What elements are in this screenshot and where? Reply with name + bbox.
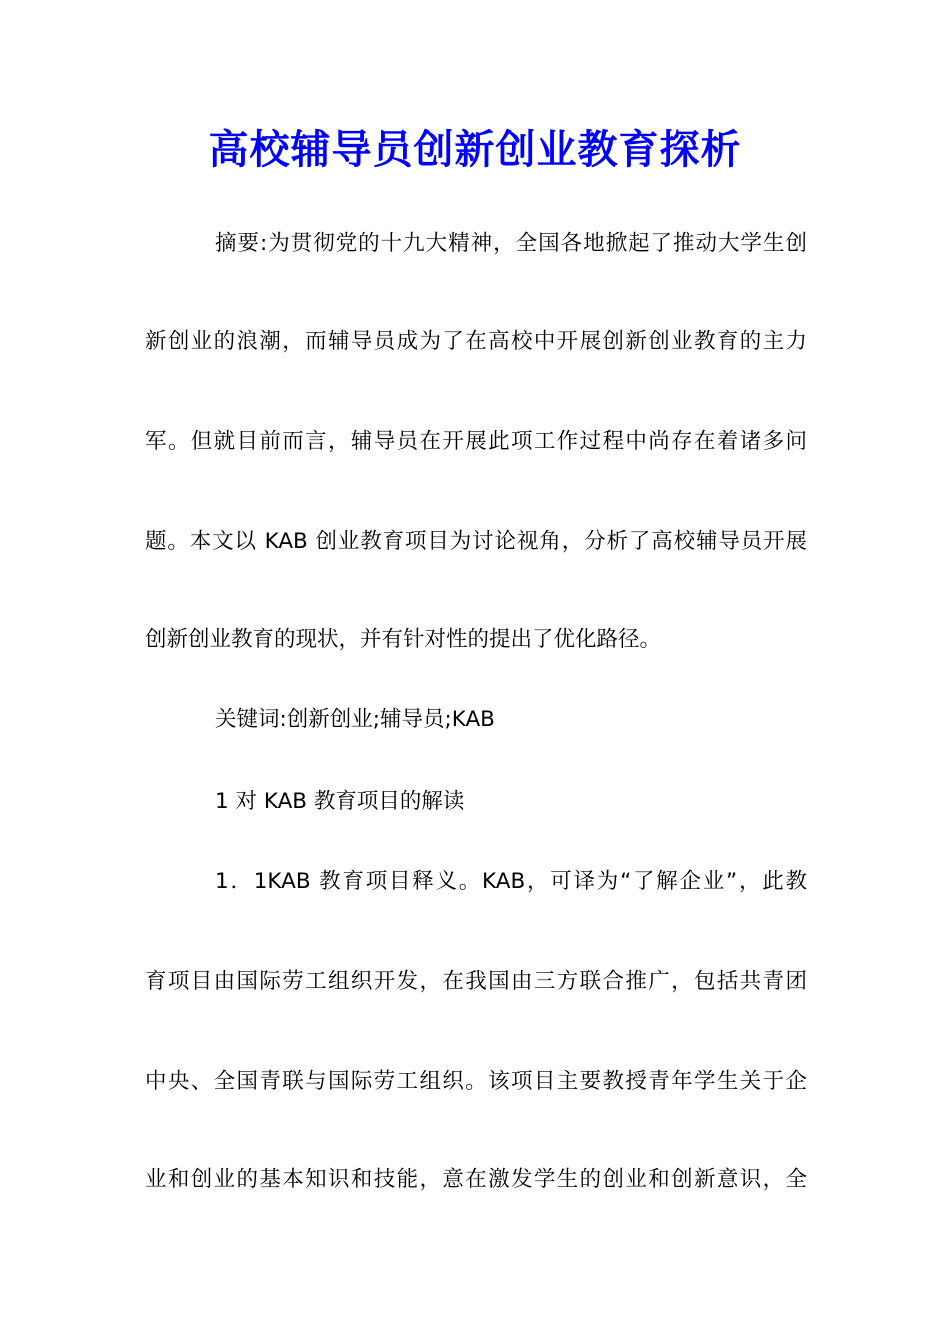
section-paragraph-line: 育项目由国际劳工组织开发，在我国由三方联合推广，包括共青团: [145, 969, 807, 994]
abstract-line: 军。但就目前而言，辅导员在开展此项工作过程中尚存在着诸多问: [145, 429, 807, 454]
abstract-line: 摘要:为贯彻党的十九大精神，全国各地掀起了推动大学生创: [215, 231, 807, 256]
keywords-line: 关键词:创新创业;辅导员;KAB: [215, 707, 495, 732]
section-paragraph-line: 中央、全国青联与国际劳工组织。该项目主要教授青年学生关于企: [145, 1069, 807, 1094]
section-heading: 1 对 KAB 教育项目的解读: [215, 789, 465, 814]
abstract-line: 题。本文以 KAB 创业教育项目为讨论视角，分析了高校辅导员开展: [145, 529, 807, 554]
abstract-line: 新创业的浪潮，而辅导员成为了在高校中开展创新创业教育的主力: [145, 329, 807, 354]
section-paragraph-line: 1．1KAB 教育项目释义。KAB，可译为“了解企业”，此教: [215, 869, 807, 894]
section-paragraph-line: 业和创业的基本知识和技能，意在激发学生的创业和创新意识，全: [145, 1167, 807, 1192]
abstract-line: 创新创业教育的现状，并有针对性的提出了优化路径。: [145, 627, 662, 652]
document-title: 高校辅导员创新创业教育探析: [208, 126, 742, 173]
